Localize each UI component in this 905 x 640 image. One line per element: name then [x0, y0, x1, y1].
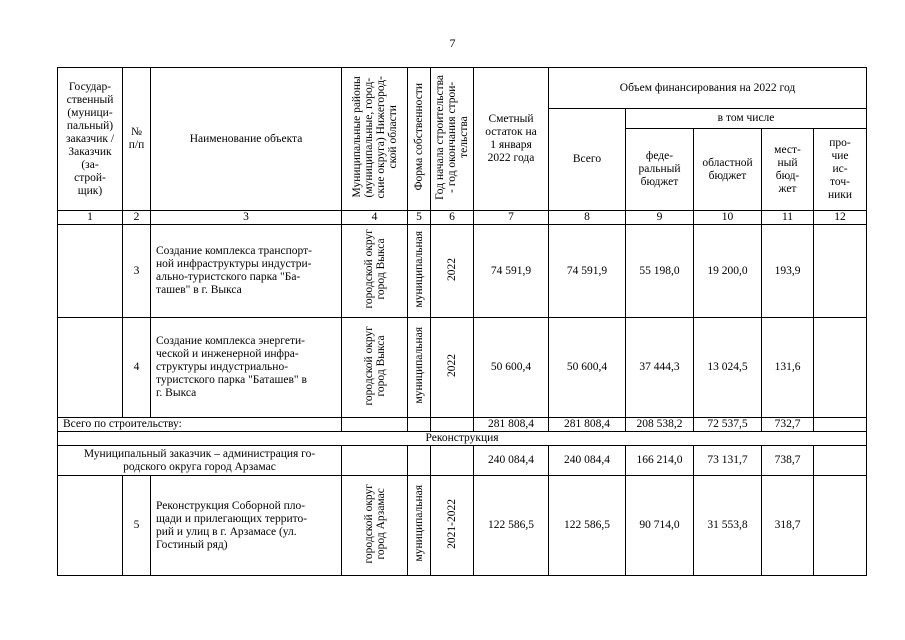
header-total: Всего	[549, 109, 626, 211]
table-row: 3 Создание комплекса транспорт- ной инфраструктуры индустри- ально-туристского парка "Ба- ташев" в г. Выкса городской округ город Выкса муниципальная 2022 74 591,9 74 591,9 55 198,0 19 200,0 193,9	[58, 225, 867, 318]
header-federal: феде- ральный бюджет	[626, 129, 694, 211]
table-row: 4 Создание комплекса энергети- ческой и инженерной инфра- структуры индустриально- туристского парка "Баташев" в г. Выкса городской округ город Выкса муниципальная 2022 50 600,4 50 600,4 37 444,3 13 024,5 131,6	[58, 318, 867, 418]
header-local: мест- ный бюд- жет	[762, 129, 814, 211]
customer-subtotal-row: Муниципальный заказчик – администрация го- родского округа город Арзамас 240 084,4 240 084,4 166 214,0 73 131,7 738,7	[58, 446, 867, 476]
header-including: в том числе	[626, 109, 867, 129]
financing-table	[57, 67, 867, 576]
header-funding: Объем финансирования на 2022 год	[549, 68, 867, 109]
page-number: 7	[449, 36, 456, 50]
header-object-name: Наименование объекта	[151, 68, 342, 211]
table-row: 5 Реконструкция Соборной пло- щади и прилегающих террито- рий и улиц в г. Арзамасе (ул. Гостиный ряд) городской округ город Арзамас муниципальная 2021-2022 122 586,5 122 586,5 90 714,0 31 553,8 318,7	[58, 476, 867, 576]
header-remainder: Сметный остаток на 1 января 2022 года	[474, 68, 549, 211]
header-regional: областной бюджет	[694, 129, 762, 211]
header-years: Год начала строительства - год окончания строи- тельства	[431, 68, 474, 211]
header-ownership: Форма собственности	[408, 68, 431, 211]
header-customer: Государ- ственный (муници- пальный) заказчик / Заказчик (за- строй- щик)	[58, 68, 123, 211]
header-other: про- чие ис- точ- ники	[814, 129, 867, 211]
construction-total-row: Всего по строительству: 281 808,4 281 808,4 208 538,2 72 537,5 732,7	[58, 418, 867, 432]
reconstruction-header-row: Реконструкция	[58, 432, 867, 446]
header-number: № п/п	[123, 68, 151, 211]
column-numbers-row: 1 2 3 4 5 6 7 8 9 10 11 12	[58, 211, 867, 225]
header-districts: Муниципальные районы (муниципальные, город- ские округа) Нижегород- ской области	[342, 68, 408, 211]
